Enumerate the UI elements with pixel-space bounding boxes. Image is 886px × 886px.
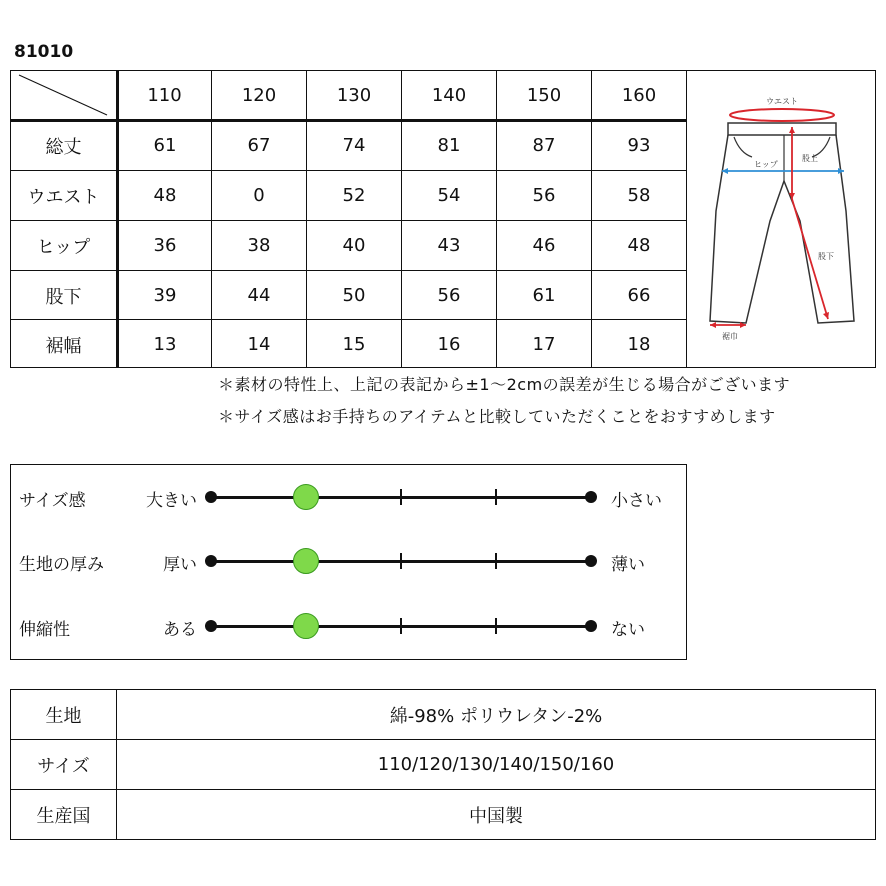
feel-label: サイズ感 — [19, 491, 86, 511]
measurement-cell: 50 — [342, 285, 366, 306]
measurement-cell: 87 — [532, 135, 556, 156]
measurement-cell: 38 — [247, 235, 271, 256]
measurement-cell: 52 — [342, 185, 366, 206]
rise-label: 股上 — [802, 154, 818, 163]
track-tick — [495, 489, 497, 505]
track-tick — [400, 618, 402, 634]
measurement-cell: 67 — [247, 135, 271, 156]
feel-label: 伸縮性 — [19, 620, 70, 640]
spec-value-fabric: 綿-98% ポリウレタン-2% — [389, 705, 603, 727]
pants-diagram — [688, 71, 875, 367]
spec-table — [10, 689, 876, 840]
size-header: 150 — [526, 85, 562, 106]
size-header: 160 — [621, 85, 657, 106]
measurement-cell: 39 — [153, 285, 177, 306]
feel-left-label: ある — [163, 620, 197, 640]
feel-right-label: 小さい — [611, 491, 662, 511]
size-table — [10, 70, 876, 368]
measurement-cell: 61 — [153, 135, 177, 156]
row-label: 裾幅 — [45, 335, 82, 357]
measurement-cell: 54 — [437, 185, 461, 206]
measurement-cell: 18 — [627, 334, 651, 355]
measurement-cell: 16 — [437, 334, 461, 355]
inseam-label: 股下 — [818, 252, 834, 261]
row-label: 股下 — [45, 286, 82, 308]
size-header: 120 — [241, 85, 277, 106]
measurement-cell: 93 — [627, 135, 651, 156]
track-end-dot — [585, 555, 597, 567]
measurement-cell: 15 — [342, 334, 366, 355]
note-compare: ＊サイズ感はお手持ちのアイテムと比較していただくことをおすすめします — [218, 407, 776, 426]
feel-panel — [10, 464, 687, 660]
measurement-cell: 36 — [153, 235, 177, 256]
track-tick — [400, 553, 402, 569]
size-header: 140 — [431, 85, 467, 106]
measurement-cell: 61 — [532, 285, 556, 306]
measurement-cell: 43 — [437, 235, 461, 256]
measurement-cell: 40 — [342, 235, 366, 256]
product-code: 81010 — [14, 42, 74, 62]
note-tolerance: ＊素材の特性上、上記の表記から±1〜2cmの誤差が生じる場合がございます — [218, 375, 791, 394]
hip-label: ヒップ — [754, 160, 778, 169]
size-header: 110 — [147, 85, 182, 106]
waist-label: ウエスト — [766, 97, 798, 106]
track-end-dot — [205, 555, 217, 567]
track-end-dot — [205, 620, 217, 632]
spec-label-origin: 生産国 — [36, 805, 91, 827]
measurement-cell: 44 — [247, 285, 271, 306]
spec-label-fabric: 生地 — [45, 705, 82, 727]
measurement-cell: 56 — [437, 285, 461, 306]
track-tick — [400, 489, 402, 505]
measurement-cell: 17 — [532, 334, 556, 355]
feel-label: 生地の厚み — [19, 555, 104, 575]
measurement-cell: 56 — [532, 185, 556, 206]
track-end-dot — [585, 620, 597, 632]
spec-label-size: サイズ — [37, 755, 90, 777]
track-end-dot — [205, 491, 217, 503]
measurement-cell: 48 — [627, 235, 651, 256]
track-tick — [495, 553, 497, 569]
measurement-cell: 58 — [627, 185, 651, 206]
measurement-cell: 66 — [627, 285, 651, 306]
feel-left-label: 厚い — [163, 555, 197, 575]
track-tick — [495, 618, 497, 634]
row-label: ヒップ — [36, 236, 91, 258]
feel-right-label: ない — [611, 620, 645, 640]
header-diagonal — [11, 71, 116, 120]
feel-level-knob — [293, 484, 319, 510]
measurement-cell: 0 — [253, 185, 265, 206]
feel-left-label: 大きい — [146, 491, 197, 511]
feel-right-label: 薄い — [611, 555, 645, 575]
hem-label: 裾巾 — [722, 332, 738, 341]
spec-value-origin: 中国製 — [469, 805, 523, 827]
measurement-cell: 46 — [532, 235, 556, 256]
feel-level-knob — [293, 613, 319, 639]
feel-level-knob — [293, 548, 319, 574]
size-header: 130 — [336, 85, 372, 106]
spec-value-size: 110/120/130/140/150/160 — [377, 754, 615, 775]
track-end-dot — [585, 491, 597, 503]
row-label: 総丈 — [45, 136, 82, 158]
measurement-cell: 14 — [247, 334, 271, 355]
row-label: ウエスト — [27, 186, 100, 208]
measurement-cell: 81 — [437, 135, 461, 156]
measurement-cell: 13 — [153, 334, 177, 355]
measurement-cell: 74 — [342, 135, 366, 156]
measurement-cell: 48 — [153, 185, 177, 206]
